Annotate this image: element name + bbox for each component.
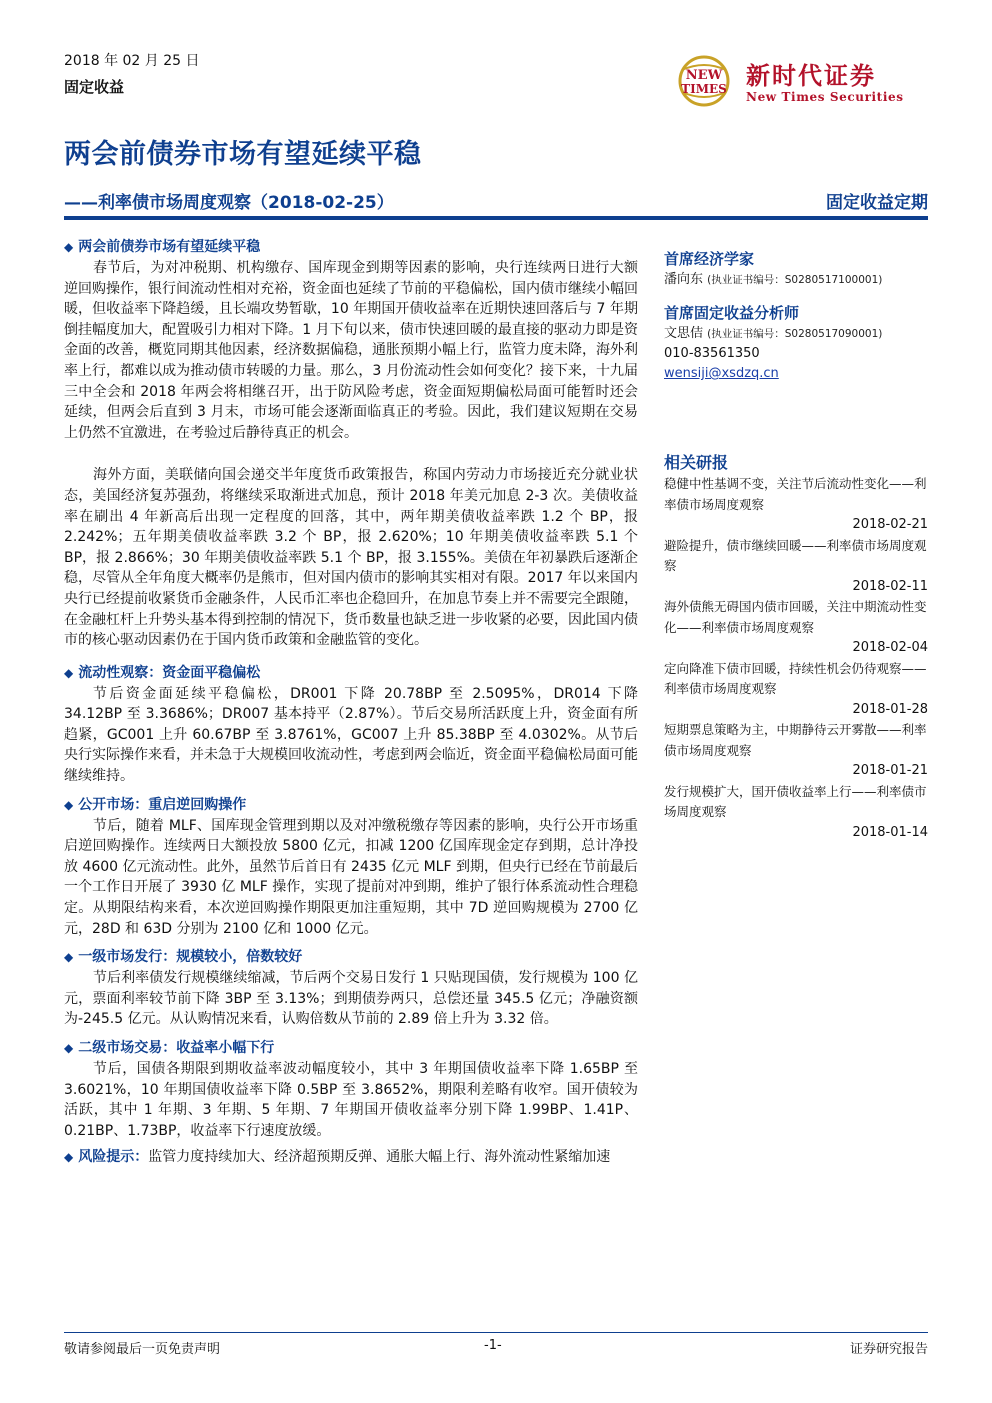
risk-warning [64, 1147, 638, 1168]
report-subtitle: ——利率债市场周度观察（2018-02-25） [64, 193, 394, 213]
risk-label: 风险提示： [78, 1149, 149, 1166]
related-report-date: 2018-02-21 [852, 517, 928, 532]
paragraph: 节后，随着 MLF、国库现金管理到期以及对冲缴税缴存等因素的影响，央行公开市场重启逆回购操作。连续两日大额投放 5800 亿元，扣减 1200 亿国库现金定存到期，总计净投放 4600 亿元流动性。此外，虽然节后首日有 2435 亿元 MLF 到期，但央行已经在节前最后一个工作日开展了 3930 亿 MLF 操作，实现了提前对冲到期，维护了银行体系流动性合理稳定。从期限结构来看，本次逆回购操作期限更加注重短期，其中 7D 逆回购规模为 2700 亿元，28D 和 63D 分别为 2100 亿和 1000 亿元。 [64, 817, 638, 937]
report-type: 固定收益定期 [826, 193, 928, 213]
paragraph: 海外方面，美联储向国会递交半年度货币政策报告，称国内劳动力市场接近充分就业状态，美国经济复苏强劲，将继续采取渐进式加息，预计 2018 年美元加息 2-3 次。美债收益率在刷出 4 年新高后出现一定程度的回落，其中，两年期美债收益率跌 1.2 个 BP，报 2.242%；五年期美债收益率跌 3.2 个 BP，报 2.620%；10 年期美债收益率跌 5.1 个 BP，报 2.866%；30 年期美债收益率跌 5.1 个 BP，报 3.155%。美债在年初暴跌后逐渐企稳，尽管从全年角度大概率仍是熊市，但对国内债市的影响其实相对有限。2017 年以来国内央行已经提前收紧货币金融条件，人民币汇率也企稳回升，在加息节奏上并不需要完全跟随，在金融杠杆上升势头基本得到控制的情况下，货币数量也缺乏进一步收紧的必要，因此国内债市的核心驱动因素仍在于国内货币政策和金融监管的变化。 [64, 467, 638, 649]
report-date: 2018 年 02 月 25 日 [64, 53, 200, 69]
related-report-link[interactable]: 海外债熊无碍国内债市回暖，关注中期流动性变化——利率债市场周度观察 [664, 599, 927, 635]
diamond-bullet-icon: ◆ [64, 1150, 74, 1165]
page-number: -1- [484, 1338, 502, 1353]
diamond-bullet-icon: ◆ [64, 665, 74, 680]
logo-name-en: New Times Securities [746, 90, 904, 104]
footer-report-label: 证券研究报告 [849, 1342, 928, 1357]
paragraph: 节后资金面延续平稳偏松，DR001 下降 20.78BP 至 2.5095%，DR014 下降 34.12BP 至 3.3686%；DR007 基本持平（2.87%）。节后交易所活跃度上升，资金面有所趋紧，GC001 上升 60.67BP 至 3.8761%，GC007 上升 85.38BP 至 4.0302%。从节后央行实际操作来看，并未急于大规模回收流动性，考虑到两会临近，资金面平稳偏松局面可能继续维持。 [64, 685, 638, 785]
related-report-date: 2018-01-21 [852, 763, 928, 778]
related-report-link[interactable]: 避险提升，债市继续回暖——利率债市场周度观察 [664, 537, 927, 573]
related-report-link[interactable]: 稳健中性基调不变，关注节后流动性变化——利率债市场周度观察 [664, 476, 927, 512]
related-report-date: 2018-02-04 [852, 640, 928, 655]
related-report-date: 2018-02-11 [852, 578, 928, 594]
title-divider [64, 216, 928, 220]
analyst-email-link[interactable]: wensiji@xsdzq.cn [664, 366, 779, 381]
footer-divider [64, 1332, 928, 1333]
disclaimer-link[interactable]: 敬请参阅最后一页免责声明 [64, 1342, 221, 1357]
new-times-emblem-icon [668, 54, 740, 108]
paragraph: 春节后，为对冲税期、机构缴存、国库现金到期等因素的影响，央行连续两日进行大额逆回购操作，银行间流动性相对充裕，资金面也延续了节前的平稳偏松，国内债市继续小幅回暖，但收益率下降趋缓，且长端攻势暂歇，10 年期国开债收益率在近期快速回落后与 7 年期倒挂幅度加大，配置吸引力相对下降。1 月下旬以来，债市快速回暖的最直接的驱动力即是资金面的改善，概览同期其他因素，经济数据偏稳，通胀预期小幅上行，监管力度未降，海外利率上行，都难以成为推动债市转暖的力量。那么，3 月份流动性会如何变化？接下来，十九届三中全会和 2018 年两会将相继召开，出于防风险考虑，资金面短期偏松局面可能暂时还会延续，但两会后直到 3 月末，市场可能会逐渐面临真正的考验。因此，我们建议短期在交易上仍然不宜激进，在考验过后静待真正的机会。 [64, 260, 638, 441]
related-reports-heading: 相关研报 [664, 453, 729, 472]
main-content [64, 237, 638, 1168]
section-heading: ◆ 流动性观察：资金面平稳偏松 [64, 664, 261, 681]
section-heading: ◆ 二级市场交易：收益率小幅下行 [64, 1040, 275, 1056]
report-category: 固定收益 [64, 78, 125, 96]
related-report-date: 2018-01-28 [852, 701, 928, 717]
diamond-bullet-icon: ◆ [64, 950, 74, 965]
paragraph: 节后利率债发行规模继续缩减，节后两个交易日发行 1 只贴现国债，发行规模为 100 亿元，票面利率较节前下降 3BP 至 3.13%；到期债券两只，总偿还量 345.5 亿元；净融资额为-245.5 亿元。从认购情况来看，认购倍数从节前的 2.89 倍上升为 3.32 倍。 [64, 970, 638, 1028]
paragraph: 节后，国债各期限到期收益率波动幅度较小，其中 3 年期国债收益率下降 1.65BP 至 3.6021%，10 年期国债收益率下降 0.5BP 至 3.8652%，期限利差略有收窄。国开债较为活跃，其中 1 年期、3 年期、5 年期、7 年期国开债收益率分别下降 1.99BP、1.41P、0.21BP、1.73BP，收益率下行速度放缓。 [64, 1061, 638, 1139]
related-report-date: 2018-01-14 [852, 824, 928, 840]
emblem-text-1: NEW [685, 68, 723, 83]
analyst-role: 首席固定收益分析师 [664, 304, 800, 322]
report-title: 两会前债券市场有望延续平稳 [64, 139, 422, 170]
related-report-link[interactable]: 定向降准下债市回暖，持续性机会仍待观察——利率债市场周度观察 [664, 660, 927, 696]
section-heading: ◆ 两会前债券市场有望延续平稳 [64, 239, 261, 255]
diamond-bullet-icon: ◆ [64, 1041, 74, 1055]
analyst-info: 潘向东 (执业证书编号：S0280517100001) [664, 272, 883, 287]
related-report-link[interactable]: 发行规模扩大，国开债收益率上行——利率债市场周度观察 [664, 783, 927, 819]
related-report-link[interactable]: 短期票息策略为主，中期静待云开雾散——利率债市场周度观察 [664, 722, 927, 758]
diamond-bullet-icon: ◆ [64, 240, 74, 254]
analyst-phone: 010-83561350 [664, 346, 760, 361]
section-heading: ◆ 公开市场：重启逆回购操作 [64, 796, 247, 813]
analyst-info: 文思佶 (执业证书编号：S0280517090001) [664, 326, 883, 341]
brand-logo [668, 52, 914, 112]
emblem-text-2: TIMES [681, 82, 727, 96]
section-heading: ◆ 一级市场发行：规模较小，倍数较好 [64, 949, 303, 966]
sidebar [664, 248, 928, 843]
risk-text: 监管力度持续加大、经济超预期反弹、通胀大幅上行、海外流动性紧缩加速 [148, 1149, 611, 1166]
logo-name-cn: 新时代证券 [746, 61, 876, 90]
analyst-role: 首席经济学家 [664, 250, 755, 268]
diamond-bullet-icon: ◆ [64, 797, 74, 812]
